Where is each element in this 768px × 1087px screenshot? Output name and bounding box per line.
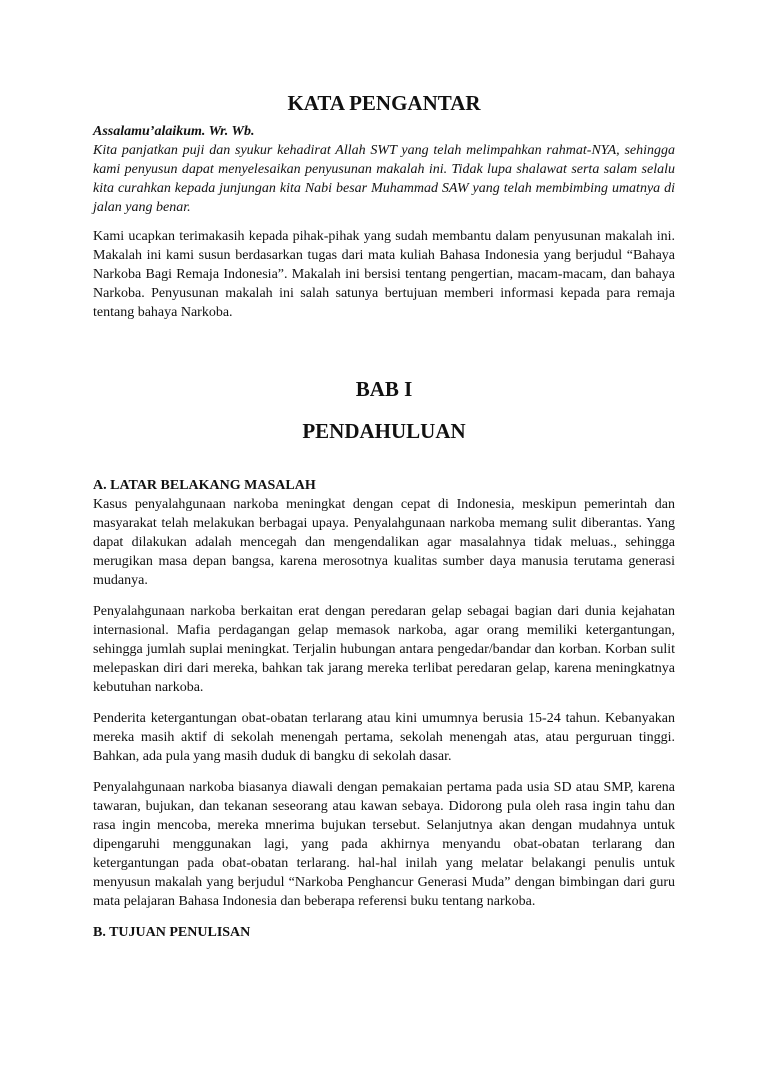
kata-pengantar-title: KATA PENGANTAR — [287, 91, 481, 115]
greeting: Assalamu’alaikum. Wr. Wb. — [93, 124, 255, 139]
document-page — [93, 88, 675, 942]
section-a-heading: A. LATAR BELAKANG MASALAH — [93, 478, 316, 493]
section-a-paragraph-3: Penderita ketergantungan obat-obatan terlarang atau kini umumnya berusia 15-24 tahun. Kebanyakan mereka masih aktif di sekolah menengah pertama, sekolah menengah atas, atau perguruan tinggi. Bahkan, ada pula yang masih duduk di bangku di sekolah dasar. — [93, 711, 675, 764]
opening-paragraph: Kita panjatkan puji dan syukur kehadirat Allah SWT yang telah melimpahkan rahmat-NYA, sehingga kami penyusun dapat menyelesaikan penyusunan makalah ini. Tidak lupa shalawat serta salam selalu kita curahkan kepada junjungan kita Nabi besar Muhammad SAW yang telah membimbing umatnya di jalan yang benar. — [93, 143, 675, 215]
pendahuluan-title: PENDAHULUAN — [302, 419, 466, 443]
bab-title: BAB I — [355, 377, 413, 401]
section-a-paragraph-4: Penyalahgunaan narkoba biasanya diawali dengan pemakaian pertama pada usia SD atau SMP, karena tawaran, bujukan, dan tekanan seseorang atau kawan sebaya. Didorong pula oleh rasa ingin tahu dan rasa ingin mencoba, mereka mnerima bujukan tersebut. Selanjutnya akan dengan mudahnya untuk dipengaruhi menggunakan lagi, yang pada akhirnya menyandu obat-obatan terlarang dan ketergantungan pada obat-obatan terlarang. hal-hal inilah yang melatar belakangi penulis untuk menyusun makalah yang berjudul “Narkoba Penghancur Generasi Muda” dengan bimbingan dari guru mata pelajaran Bahasa Indonesia dan beberapa referensi buku tentang narkoba. — [93, 780, 675, 909]
thanks-paragraph: Kami ucapkan terimakasih kepada pihak-pihak yang sudah membantu dalam penyusunan makalah ini. Makalah ini kami susun berdasarkan tugas dari mata kuliah Bahasa Indonesia yang berjudul “Bahaya Narkoba Bagi Remaja Indonesia”. Makalah ini bersisi tentang pengertian, macam-macam, dan bahaya Narkoba. Penyusunan makalah ini salah satunya bertujuan memberi informasi kepada para remaja tentang bahaya Narkoba. — [93, 229, 675, 320]
section-a-paragraph-2: Penyalahgunaan narkoba berkaitan erat dengan peredaran gelap sebagai bagian dari dunia kejahatan internasional. Mafia perdagangan gelap memasok narkoba, agar orang memiliki ketergantungan, sehingga jumlah suplai meningkat. Terjalin hubungan antara pengedar/bandar dan korban. Korban sulit melepaskan diri dari mereka, bahkan tak jarang mereka terlibat peredaran gelap, karena meningkatnya kebutuhan narkoba. — [93, 604, 675, 695]
section-a-paragraph-1: Kasus penyalahgunaan narkoba meningkat dengan cepat di Indonesia, meskipun pemerintah dan masyarakat telah melakukan berbagai upaya. Penyalahgunaan narkoba memang sulit diberantas. Yang dapat dilakukan adalah mencegah dan mengendalikan agar masalahnya tidak meluas., sehingga merugikan masa depan bangsa, karena merosotnya kualitas sumber daya manusia terutama generasi mudanya. — [93, 497, 675, 588]
section-b-heading: B. TUJUAN PENULISAN — [93, 925, 251, 940]
